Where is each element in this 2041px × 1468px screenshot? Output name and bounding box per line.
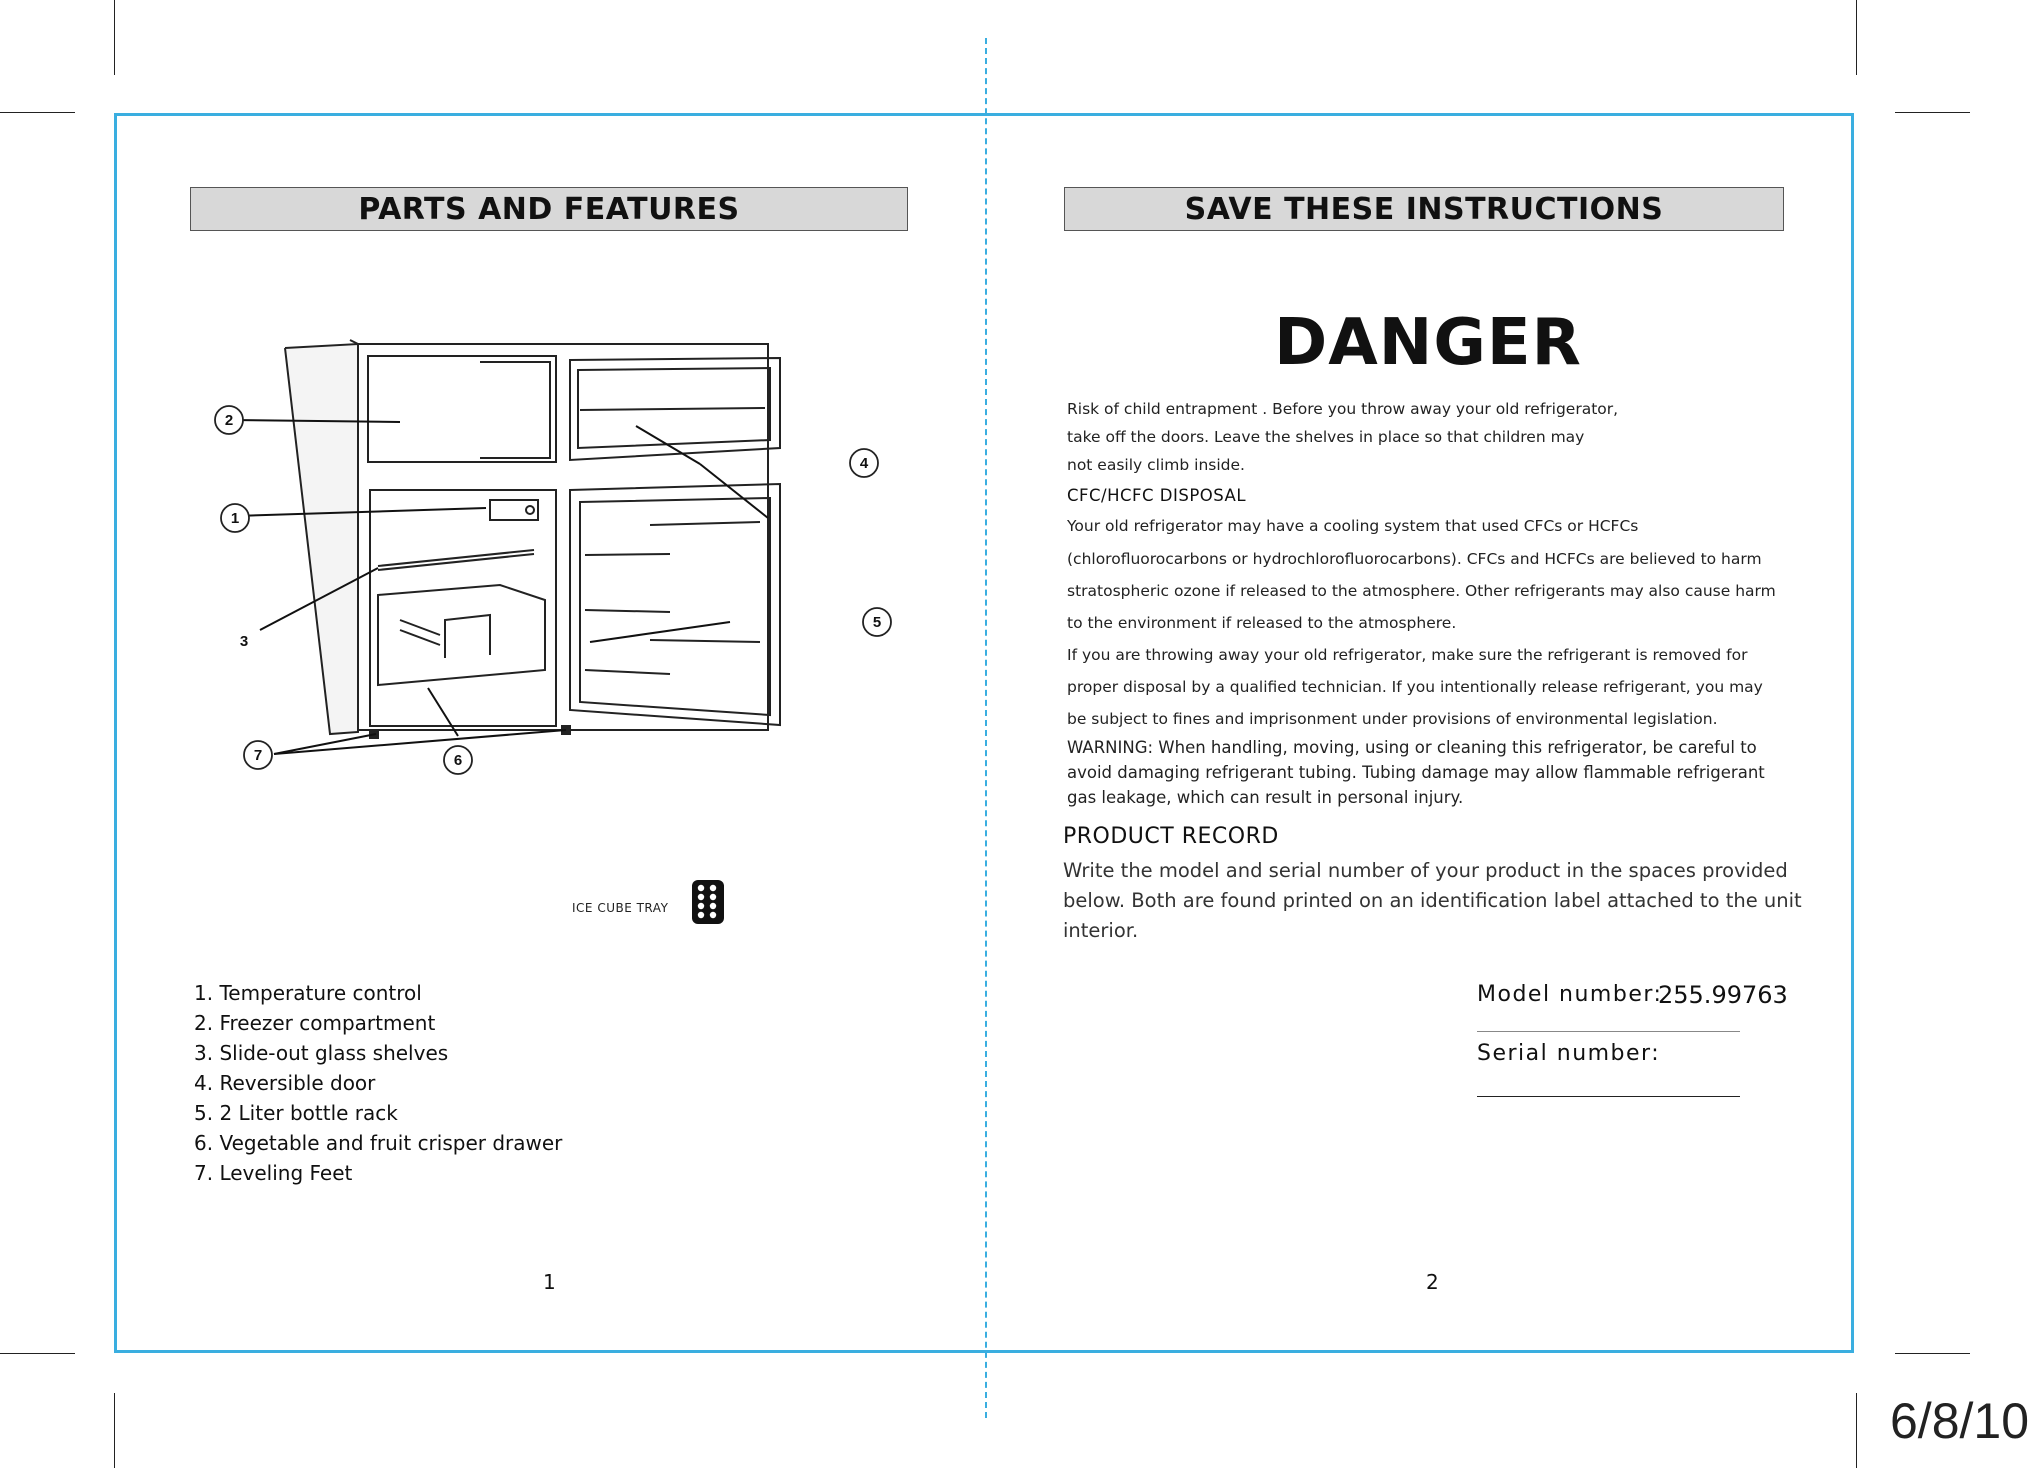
crop-mark xyxy=(1856,0,1857,75)
refrigerator-diagram xyxy=(200,330,900,790)
danger-title: DANGER xyxy=(1274,306,1582,380)
crop-mark xyxy=(0,1353,75,1354)
callout-label: 1 xyxy=(230,510,240,527)
parts-header: PARTS AND FEATURES xyxy=(190,187,908,231)
page-number: 2 xyxy=(1426,1270,1439,1294)
product-record-text: below. Both are found printed on an identification label attached to the unit xyxy=(1063,889,1802,912)
warning-text: WARNING: When handling, moving, using or cleaning this refrigerator, be careful to xyxy=(1067,738,1757,757)
disposal-heading: CFC/HCFC DISPOSAL xyxy=(1067,486,1247,505)
list-item: 7. Leveling Feet xyxy=(194,1161,353,1185)
callout-label: 5 xyxy=(872,614,882,631)
product-record-text: Write the model and serial number of your product in the spaces provided xyxy=(1063,859,1788,882)
product-record-text: interior. xyxy=(1063,919,1139,942)
disposal-text: to the environment if released to the atmosphere. xyxy=(1067,614,1457,632)
crop-mark xyxy=(1895,1353,1970,1354)
danger-text: not easily climb inside. xyxy=(1067,456,1245,474)
crop-mark xyxy=(1856,1393,1857,1468)
callout-label: 7 xyxy=(253,747,263,764)
danger-text: Risk of child entrapment . Before you throw away your old refrigerator, xyxy=(1067,400,1619,418)
crop-mark xyxy=(114,1393,115,1468)
date-stamp: 6/8/10 xyxy=(1890,1393,2030,1449)
list-item: 5. 2 Liter bottle rack xyxy=(194,1101,398,1125)
disposal-text: Your old refrigerator may have a cooling system that used CFCs or HCFCs xyxy=(1067,517,1639,535)
ice-tray-label: ICE CUBE TRAY xyxy=(572,901,669,915)
model-number-line xyxy=(1477,1031,1740,1032)
model-number-label: Model number: xyxy=(1477,982,1663,1007)
ice-cube-tray-icon xyxy=(690,878,728,928)
serial-number-label: Serial number: xyxy=(1477,1041,1661,1066)
parts-list xyxy=(194,978,562,1188)
disposal-text: (chlorofluorocarbons or hydrochlorofluorocarbons). CFCs and HCFCs are believed to harm xyxy=(1067,550,1762,568)
list-item: 6. Vegetable and fruit crisper drawer xyxy=(194,1131,563,1155)
callout-label: 4 xyxy=(859,455,869,472)
disposal-text: stratospheric ozone if released to the atmosphere. Other refrigerants may also cause harm xyxy=(1067,582,1776,600)
model-number-value: 255.99763 xyxy=(1658,981,1788,1009)
crop-mark xyxy=(0,112,75,113)
page-number: 1 xyxy=(543,1270,556,1294)
warning-text: gas leakage, which can result in personal injury. xyxy=(1067,788,1464,807)
list-item: 4. Reversible door xyxy=(194,1071,376,1095)
callout-label: 2 xyxy=(224,412,234,429)
save-instructions-header: SAVE THESE INSTRUCTIONS xyxy=(1064,187,1784,231)
crop-mark xyxy=(1895,112,1970,113)
danger-text: take off the doors. Leave the shelves in place so that children may xyxy=(1067,428,1585,446)
callout-label: 3 xyxy=(239,633,249,650)
disposal-text: proper disposal by a qualified technician. If you intentionally release refrigerant, you may xyxy=(1067,678,1763,696)
list-item: 2. Freezer compartment xyxy=(194,1011,436,1035)
serial-number-line xyxy=(1477,1096,1740,1097)
list-item: 3. Slide-out glass shelves xyxy=(194,1041,449,1065)
product-record-heading: PRODUCT RECORD xyxy=(1063,824,1279,849)
callout-label: 6 xyxy=(453,752,463,769)
disposal-text: If you are throwing away your old refrigerator, make sure the refrigerant is removed for xyxy=(1067,646,1748,664)
crop-mark xyxy=(114,0,115,75)
warning-text: avoid damaging refrigerant tubing. Tubing damage may allow flammable refrigerant xyxy=(1067,763,1765,782)
disposal-text: be subject to fines and imprisonment under provisions of environmental legislation. xyxy=(1067,710,1718,728)
fold-line xyxy=(985,38,987,1418)
list-item: 1. Temperature control xyxy=(194,981,422,1005)
